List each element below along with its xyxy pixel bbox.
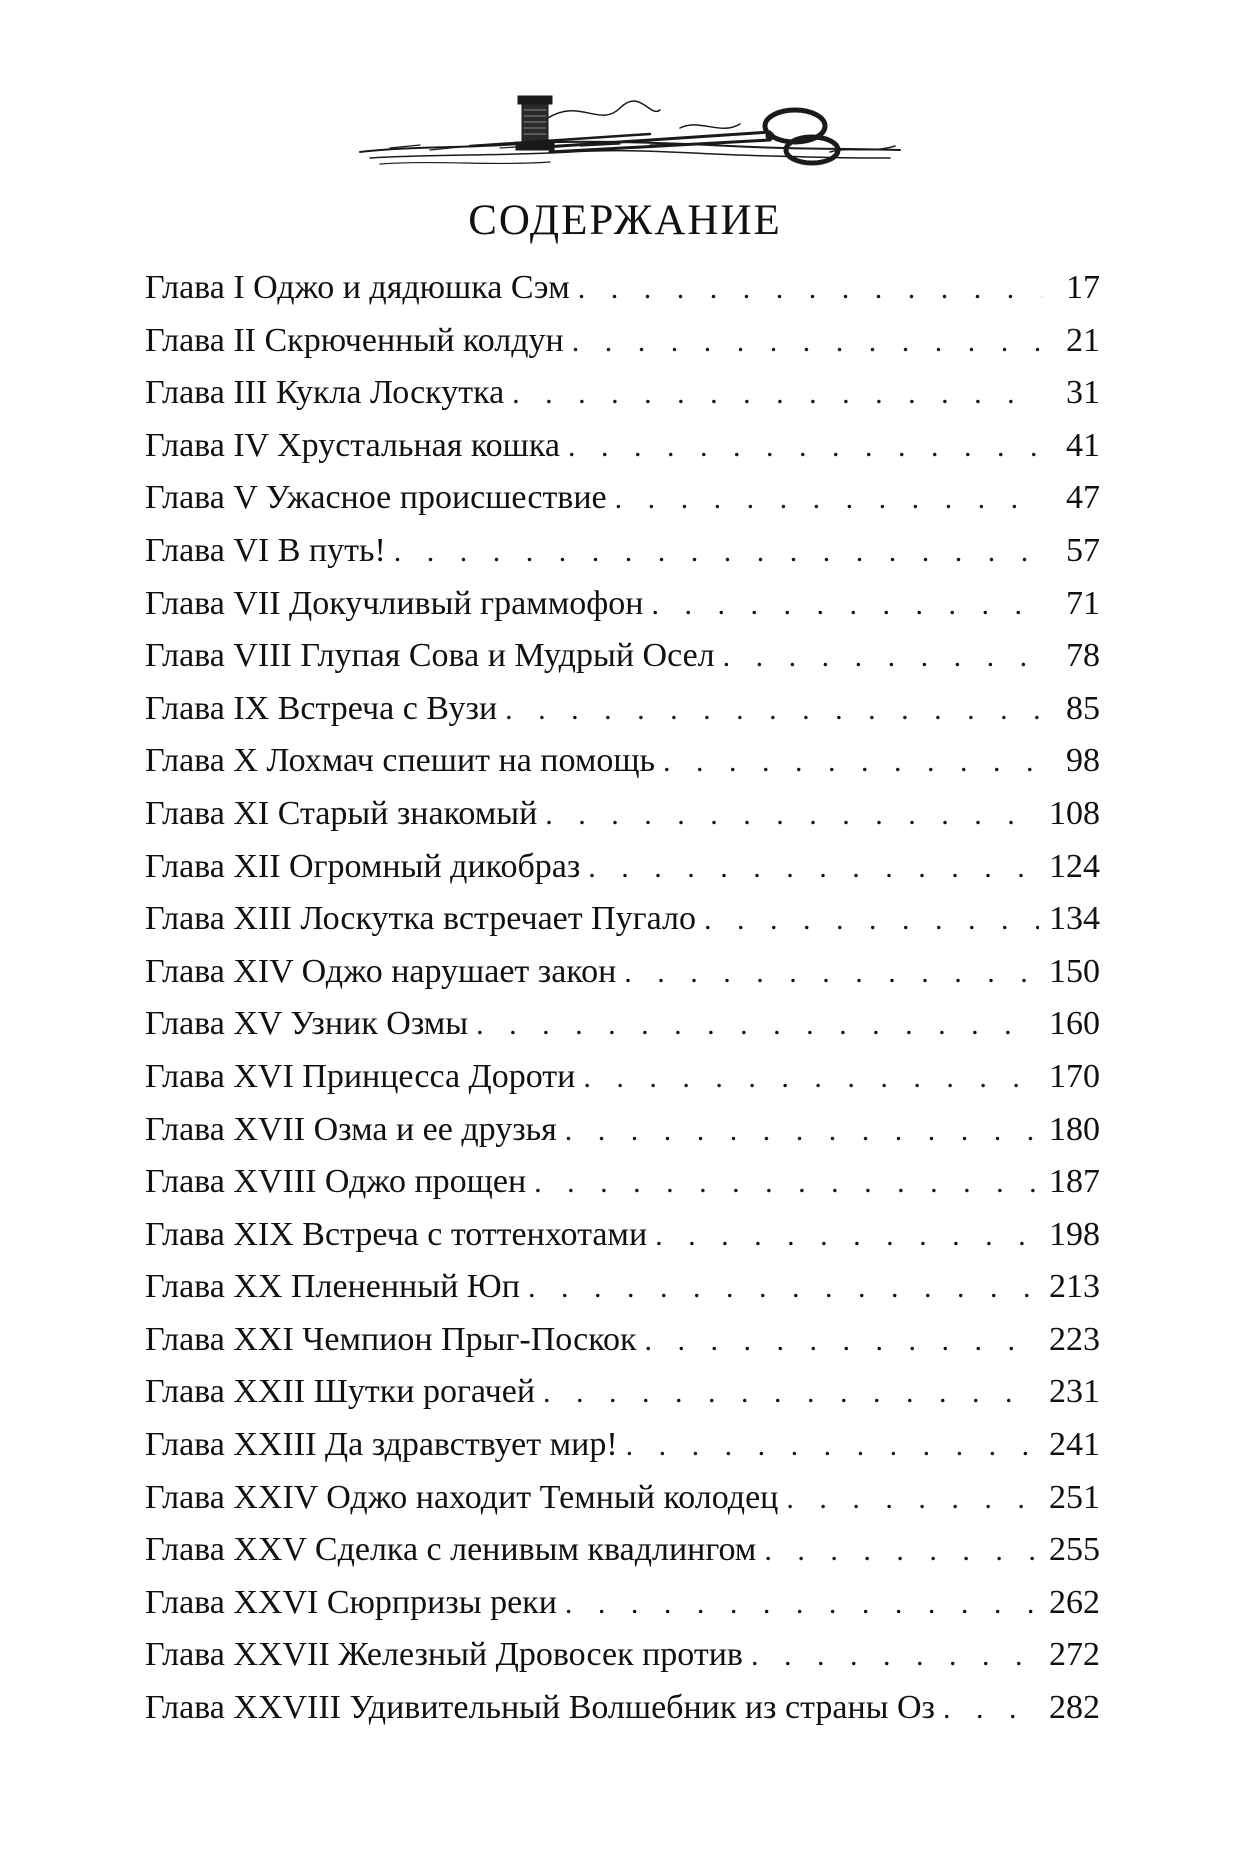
toc-entry [145,525,1100,578]
page-number: 41 [1066,426,1100,464]
dot-leader [545,789,1039,841]
page-number: 272 [1049,1636,1100,1674]
toc-entry [145,1104,1100,1157]
page-number: 31 [1066,374,1100,412]
toc-entry [145,893,1100,946]
page-number: 71 [1066,584,1100,622]
dot-leader [578,263,1042,315]
page-number: 198 [1049,1215,1100,1253]
page-number: 187 [1049,1163,1100,1201]
sewing-tools-illustration [350,88,910,188]
chapter-title: Глава XXI Чемпион Прыг-Поскок [145,1320,637,1358]
page-number: 180 [1049,1110,1100,1148]
page-number: 108 [1049,794,1100,832]
chapter-title: Глава IV Хрустальная кошка [145,426,560,464]
chapter-title: Глава II Скрюченный колдун [145,321,564,359]
page-number: 223 [1049,1320,1100,1358]
chapter-title: Глава XVIII Оджо прощен [145,1163,527,1201]
dot-leader [588,842,1039,894]
chapter-title: Глава XII Огромный дикобраз [145,847,581,885]
page-number: 255 [1049,1531,1100,1569]
toc-entry [145,1682,1100,1735]
page-number: 231 [1049,1373,1100,1411]
page-number: 98 [1066,742,1100,780]
toc-entry [145,1472,1100,1525]
chapter-title: Глава XIV Оджо нарушает закон [145,952,617,990]
dot-leader [534,1157,1039,1209]
chapter-title: Глава X Лохмач спешит на помощь [145,742,656,780]
page-number: 160 [1049,1005,1100,1043]
page-number: 262 [1049,1583,1100,1621]
chapter-title: Глава XVI Принцесса Дороти [145,1057,576,1095]
dot-leader [572,316,1042,368]
page-number: 241 [1049,1426,1100,1464]
chapter-title: Глава XVII Озма и ее друзья [145,1110,557,1148]
toc-entry [145,841,1100,894]
dot-leader [751,1630,1039,1682]
toc-entry [145,683,1100,736]
chapter-title: Глава XXIII Да здравствует мир! [145,1426,618,1464]
toc-entry [145,472,1100,525]
toc-entry [145,1314,1100,1367]
dot-leader [394,526,1042,578]
toc-entry [145,1629,1100,1682]
chapter-title: Глава XXVI Сюрпризы реки [145,1583,557,1621]
toc-entry [145,1577,1100,1630]
toc-entry [145,946,1100,999]
dot-leader [615,473,1042,525]
page-number: 251 [1049,1478,1100,1516]
chapter-title: Глава XX Плененный Юп [145,1268,520,1306]
toc-entry [145,735,1100,788]
toc-entry [145,1261,1100,1314]
dot-leader [568,421,1042,473]
dot-leader [786,1473,1039,1525]
dot-leader [651,579,1042,631]
page-number: 124 [1049,847,1100,885]
dot-leader [704,894,1039,946]
dot-leader [476,999,1039,1051]
dot-leader [528,1262,1039,1314]
chapter-title: Глава XIX Встреча с тоттенхотами [145,1215,648,1253]
page-number: 134 [1049,900,1100,938]
toc-entry [145,420,1100,473]
dot-leader [512,368,1042,420]
dot-leader [565,1578,1039,1630]
chapter-title: Глава IX Встреча с Вузи [145,689,498,727]
chapter-title: Глава XIII Лоскутка встречает Пугало [145,900,696,938]
toc-entry [145,315,1100,368]
toc-entry [145,1419,1100,1472]
dot-leader [723,631,1042,683]
page-number: 150 [1049,952,1100,990]
toc-entry [145,367,1100,420]
toc-entry [145,1156,1100,1209]
chapter-title: Глава VIII Глупая Сова и Мудрый Осел [145,637,715,675]
dot-leader [764,1525,1039,1577]
chapter-title: Глава V Ужасное происшествие [145,479,607,517]
chapter-title: Глава XXV Сделка с ленивым квадлингом [145,1531,757,1569]
chapter-title: Глава VII Докучливый граммофон [145,584,644,622]
dot-leader [626,1420,1039,1472]
chapter-title: Глава I Оджо и дядюшка Сэм [145,269,570,306]
page-number: 282 [1049,1689,1100,1727]
dot-leader [565,1105,1039,1157]
dot-leader [505,684,1042,736]
dot-leader [943,1683,1039,1735]
toc-entry [145,1366,1100,1419]
chapter-title: Глава XI Старый знакомый [145,794,538,832]
toc-entry [145,788,1100,841]
dot-leader [655,1210,1039,1262]
toc-entry [145,578,1100,631]
page-number: 213 [1049,1268,1100,1306]
toc-entry [145,1209,1100,1262]
chapter-title: Глава XXII Шутки рогачей [145,1373,536,1411]
page-number: 78 [1066,637,1100,675]
toc-entry [145,630,1100,683]
chapter-title: Глава XXIV Оджо находит Темный колодец [145,1478,779,1516]
page-number: 57 [1066,531,1100,569]
dot-leader [624,947,1039,999]
page-number: 170 [1049,1057,1100,1095]
toc-entry [145,1524,1100,1577]
page-title: СОДЕРЖАНИЕ [468,197,782,244]
dot-leader [663,736,1042,788]
dot-leader [645,1315,1039,1367]
toc-entry [145,998,1100,1051]
table-of-contents [145,262,1100,1735]
chapter-title: Глава XXVII Железный Дровосек против [145,1636,743,1674]
chapter-title: Глава XXVIII Удивительный Волшебник из страны Оз [145,1689,935,1727]
page-number: 85 [1066,689,1100,727]
chapter-title: Глава VI В путь! [145,531,386,569]
chapter-title: Глава XV Узник Озмы [145,1005,469,1043]
chapter-title: Глава III Кукла Лоскутка [145,374,505,412]
page-number: 47 [1066,479,1100,517]
dot-leader [583,1052,1039,1104]
page-number: 21 [1066,321,1100,359]
toc-entry [145,262,1100,315]
page-number: 17 [1066,269,1100,306]
toc-entry [145,1051,1100,1104]
dot-leader [543,1367,1039,1419]
